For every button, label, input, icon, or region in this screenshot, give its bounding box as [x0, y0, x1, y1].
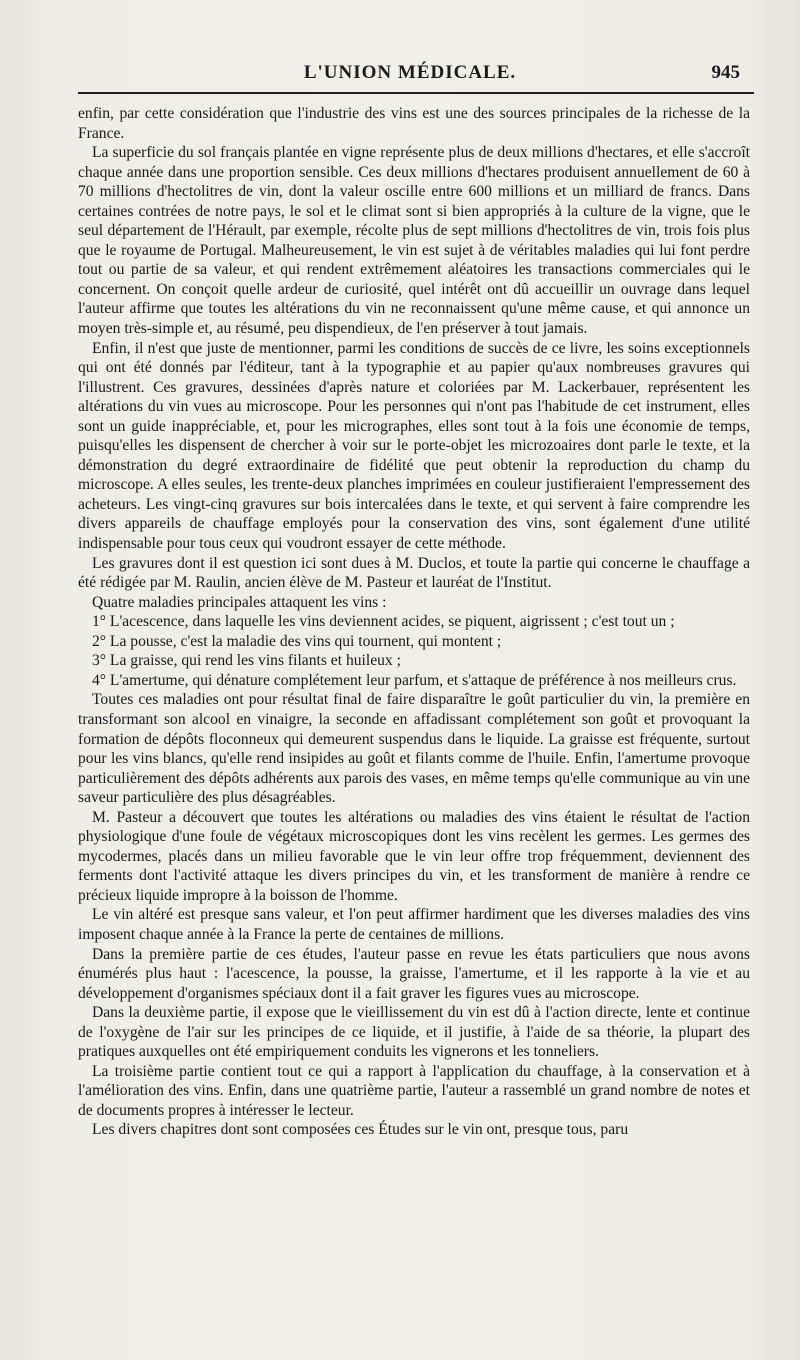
running-title: L'UNION MÉDICALE.: [303, 62, 517, 83]
list-item: 2° La pousse, c'est la maladie des vins qui tournent, qui montent ;: [92, 632, 502, 650]
article-body: [78, 104, 750, 1140]
paragraph: Les divers chapitres dont sont composées ces Études sur le vin ont, presque tous, paru: [92, 1121, 629, 1139]
paragraph: Enfin, il n'est que juste de mentionner, parmi les conditions de succès de ce livre, les soins exceptionnels qui ont été donnés par l'éditeur, tant à la typographie et au papier qu'aux nombreuses gravures qui l'illustrent. Ces gravures, dessinées d'après nature et coloriées par M. Lackerbauer, représentent les altérations du vin vues au microscope. Pour les personnes qui n'ont pas l'habitude de cet instrument, elles sont un guide inappréciable, et, pour les micrographes, elles sont tout à la fois une économie de temps, puisqu'elles les dispensent de chercher à voir sur le porte-objet les microzoaires dont parle le texte, et la démonstration du degré extraordinaire de fidélité que peut obtenir la reproduction du champ du microscope. A elles seules, les trente-deux planches imprimées en couleur justifieraient l'empressement des acheteurs. Les vingt-cinq gravures sur bois intercalées dans le texte, et qui servent à faire comprendre les divers appareils de chauffage employés pour la conservation des vins, sont également d'une utilité indispensable pour tous ceux qui voudront essayer de cette méthode.: [78, 339, 750, 553]
page-number: 945: [711, 62, 740, 83]
page-header: [78, 58, 742, 88]
paragraph: Dans la première partie de ces études, l'auteur passe en revue les états particuliers que nous avons énumérés plus haut : l'acescence, la pousse, la graisse, l'amertume, et il les rapporte à la vie et au développement d'organismes spéciaux dont il a fait graver les figures vues au microscope.: [78, 945, 750, 1002]
paragraph: Les gravures dont il est question ici sont dues à M. Duclos, et toute la partie qui concerne le chauffage a été rédigée par M. Raulin, ancien élève de M. Pasteur et lauréat de l'Institut.: [78, 554, 750, 592]
header-rule: [78, 92, 754, 94]
paragraph: Dans la deuxième partie, il expose que le vieillissement du vin est dû à l'action directe, lente et continue de l'oxygène de l'air sur les principes de ce liquide, et il justifie, à l'aide de sa théorie, la plupart des pratiques auxquelles ont été empiriquement conduits les vignerons et les tonneliers.: [78, 1004, 750, 1061]
paragraph: M. Pasteur a découvert que toutes les altérations ou maladies des vins étaient le résultat de l'action physiologique d'une foule de végétaux microscopiques dont les vins recèlent les germes. Les germes des mycodermes, placés dans un milieu favorable que le vin leur offre trop fréquemment, deviennent des ferments dont l'activité attaque les divers principes du vin, et les transforment de manière à rendre ce précieux liquide impropre à la boisson de l'homme.: [78, 808, 750, 904]
paragraph: enfin, par cette considération que l'industrie des vins est une des sources principales de la richesse de la France.: [78, 105, 750, 142]
paragraph: La troisième partie contient tout ce qui a rapport à l'application du chauffage, à la conservation et à l'amélioration des vins. Enfin, dans une quatrième partie, l'auteur a rassemblé un grand nombre de notes et de documents propres à intéresser le lecteur.: [78, 1062, 750, 1119]
paragraph: Toutes ces maladies ont pour résultat final de faire disparaître le goût particulier du vin, la première en transformant son alcool en vinaigre, la seconde en affadissant complétement son goût et provoquant la formation de dépôts floconneux qui demeurent suspendus dans le liquide. La graisse est fréquente, surtout pour les vins blancs, qu'elle rend insipides au goût et filants comme de l'huile. Enfin, l'amertume provoque particulièrement des dépôts adhérents aux parois des vases, en même temps qu'elle communique au vin une saveur particulière des plus désagréables.: [78, 691, 750, 807]
paragraph: Le vin altéré est presque sans valeur, et l'on peut affirmer hardiment que les diverses maladies des vins imposent chaque année à la France la perte de centaines de millions.: [78, 906, 750, 943]
paragraph: Quatre maladies principales attaquent les vins :: [92, 593, 387, 611]
list-item: 4° L'amertume, qui dénature complétement leur parfum, et s'attaque de préférence à nos meilleurs crus.: [92, 671, 737, 689]
list-item: 1° L'acescence, dans laquelle les vins deviennent acides, se piquent, aigrissent ; c'est tout un ;: [92, 613, 675, 631]
list-item: 3° La graisse, qui rend les vins filants et huileux ;: [92, 652, 401, 670]
paragraph: La superficie du sol français plantée en vigne représente plus de deux millions d'hectares, et elle s'accroît chaque année dans une proportion sensible. Ces deux millions d'hectares produisent annuellement de 60 à 70 millions d'hectolitres de vin, dont la valeur oscille entre 600 millions et un milliard de francs. Dans certaines contrées de notre pays, le sol et le climat sont si bien appropriés à la culture de la vigne, que le seul département de l'Hérault, par exemple, récolte plus de sept millions d'hectolitres de vin, trois fois plus que le royaume de Portugal. Malheureusement, le vin est sujet à de véritables maladies qui lui font perdre tout ou partie de sa valeur, et qui rendent extrêmement aléatoires les transactions commerciales qui le concernent. On conçoit quelle ardeur de curiosité, quel intérêt ont dû accueillir un ouvrage dans lequel l'auteur affirme que toutes les altérations du vin ne reconnaissent qu'une même cause, et qui annonce un moyen très-simple et, au résumé, peu dispendieux, de l'en préserver à tout jamais.: [78, 144, 750, 338]
